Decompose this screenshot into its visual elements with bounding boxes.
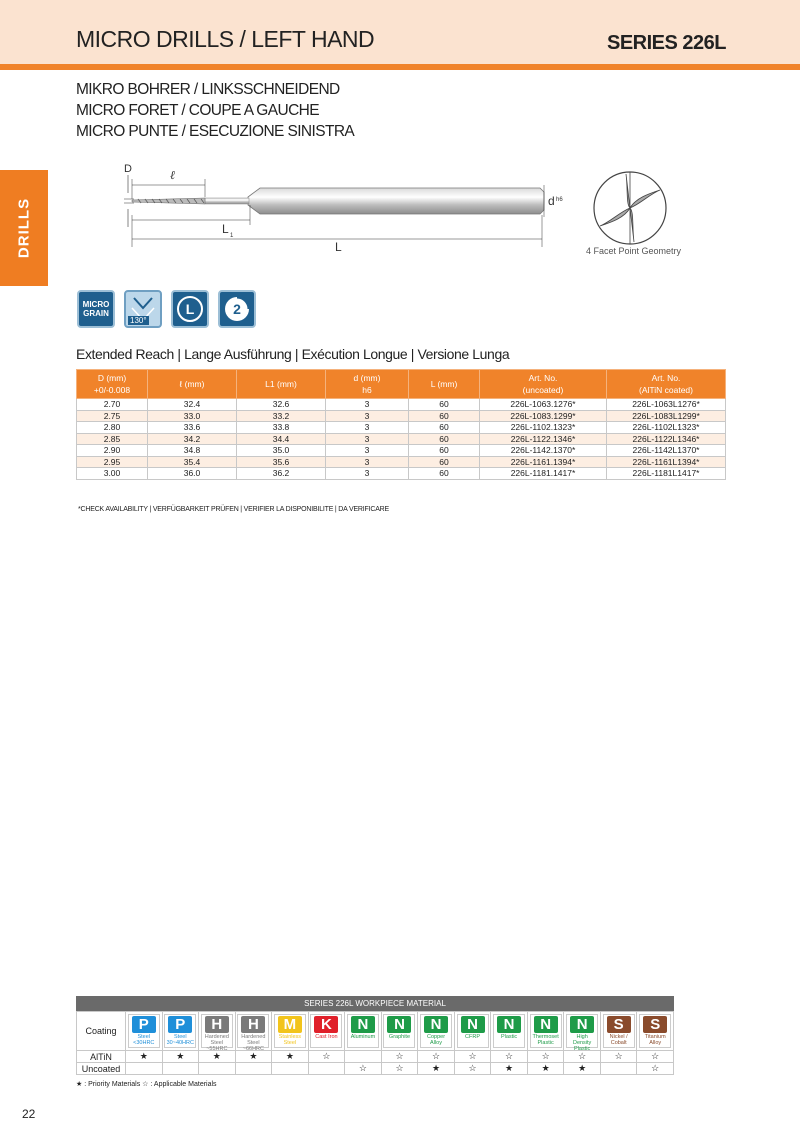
material-badge: [566, 1014, 598, 1052]
table-cell: 2.75: [77, 410, 148, 422]
table-cell: 32.6: [237, 399, 326, 411]
table-cell: 60: [409, 422, 480, 434]
table-cell: 34.8: [148, 445, 237, 457]
material-label: CFRP: [465, 1034, 481, 1040]
table-cell: 3: [326, 399, 409, 411]
material-label: Hardened Steel ~66HRC: [241, 1034, 266, 1052]
material-label: Titanium Alloy: [644, 1034, 666, 1046]
material-badge: [383, 1014, 415, 1048]
point-geometry-icon: [590, 170, 670, 246]
table-cell: 33.2: [237, 410, 326, 422]
material-badge: [347, 1014, 379, 1048]
table-cell: 2.90: [77, 445, 148, 457]
table-cell: 2.80: [77, 422, 148, 434]
label-L: L: [335, 240, 342, 254]
page-number: 22: [22, 1107, 36, 1121]
col-l: ℓ (mm): [148, 370, 237, 399]
uncoated-rating: ★: [491, 1063, 528, 1075]
table-cell: 35.6: [237, 456, 326, 468]
table-row: [77, 445, 726, 457]
workpiece-title: SERIES 226L WORKPIECE MATERIAL: [76, 996, 674, 1011]
material-badge-cell: [235, 1012, 272, 1051]
material-letter: N: [570, 1016, 594, 1033]
geometry-label: 4 Facet Point Geometry: [586, 246, 682, 256]
uncoated-rating: [162, 1063, 199, 1075]
table-cell: 60: [409, 399, 480, 411]
table-cell: 35.4: [148, 456, 237, 468]
uncoated-rating: [308, 1063, 345, 1075]
material-badge: [164, 1014, 196, 1048]
series-label: SERIES 226L: [606, 32, 726, 54]
uncoated-rating: ☆: [637, 1063, 674, 1075]
table-cell: 36.0: [148, 468, 237, 480]
material-label: Steel <30HRC: [133, 1034, 155, 1046]
col-L1: L1 (mm): [237, 370, 326, 399]
uncoated-rating: ☆: [381, 1063, 418, 1075]
label-d-sup: h6: [556, 197, 563, 203]
material-label: Stainless Steel: [278, 1034, 302, 1046]
material-label: High Density Plastic: [572, 1034, 592, 1052]
material-label: Plastic: [500, 1034, 518, 1040]
table-cell: 36.2: [237, 468, 326, 480]
material-letter: N: [424, 1016, 448, 1033]
uncoated-rating: [126, 1063, 163, 1075]
length-icon: [171, 290, 209, 328]
table-cell: 3.00: [77, 468, 148, 480]
material-label: Cast Iron: [315, 1034, 338, 1040]
table-cell: 226L-1142.1370*: [480, 445, 607, 457]
flutes-icon-number: 2: [233, 301, 241, 317]
material-badge: [493, 1014, 525, 1048]
table-cell: 60: [409, 456, 480, 468]
label-D: D: [124, 163, 132, 175]
side-tab-drills[interactable]: [0, 170, 48, 286]
table-cell: 226L-1161.1394*: [480, 456, 607, 468]
row-label-coating: Coating: [77, 1012, 126, 1051]
col-art-coated: Art. No. (AlTiN coated): [607, 370, 726, 399]
material-badge: [310, 1014, 342, 1048]
point-angle-icon: [124, 290, 162, 328]
header-rule: [0, 64, 800, 70]
material-badge-cell: [162, 1012, 199, 1051]
col-d: d (mm) h6: [326, 370, 409, 399]
material-badge-cell: [637, 1012, 674, 1051]
material-label: Aluminum: [350, 1034, 376, 1040]
spec-table-header: [77, 370, 726, 399]
material-letter: K: [314, 1016, 338, 1033]
table-row: [77, 399, 726, 411]
material-badge: [639, 1014, 671, 1048]
table-cell: 2.95: [77, 456, 148, 468]
table-cell: 226L-1122L1346*: [607, 433, 726, 445]
table-cell: 34.2: [148, 433, 237, 445]
table-cell: 3: [326, 445, 409, 457]
table-cell: 3: [326, 433, 409, 445]
table-cell: 33.6: [148, 422, 237, 434]
material-badge-cell: [454, 1012, 491, 1051]
table-cell: 226L-1142L1370*: [607, 445, 726, 457]
uncoated-rating: [272, 1063, 309, 1075]
col-D: D (mm) +0/-0.008: [77, 370, 148, 399]
material-badge-cell: [272, 1012, 309, 1051]
material-label: Hardened Steel ~55HRC: [204, 1034, 229, 1052]
material-badge: [603, 1014, 635, 1048]
material-letter: P: [168, 1016, 192, 1033]
material-badge: [530, 1014, 562, 1048]
uncoated-rating: ☆: [345, 1063, 382, 1075]
table-cell: 226L-1102L1323*: [607, 422, 726, 434]
altin-rating: ☆: [454, 1051, 491, 1063]
material-letter: P: [132, 1016, 156, 1033]
table-cell: 226L-1063L1276*: [607, 399, 726, 411]
material-letter: S: [607, 1016, 631, 1033]
flutes-icon: [218, 290, 256, 328]
table-cell: 226L-1063.1276*: [480, 399, 607, 411]
material-badge-cell: [527, 1012, 564, 1051]
drill-drawing: [110, 155, 580, 255]
material-label: Nickel / Cobalt: [609, 1034, 628, 1046]
material-badge: [457, 1014, 489, 1048]
material-letter: N: [387, 1016, 411, 1033]
material-badge-cell: [199, 1012, 236, 1051]
table-cell: 3: [326, 468, 409, 480]
altin-rating: ★: [199, 1051, 236, 1063]
subtitle-it: MICRO PUNTE / ESECUZIONE SINISTRA: [76, 123, 355, 140]
table-row: [77, 433, 726, 445]
altin-rating: ★: [126, 1051, 163, 1063]
uncoated-rating: ☆: [454, 1063, 491, 1075]
material-badge-cell: [345, 1012, 382, 1051]
material-badge: [420, 1014, 452, 1048]
table-cell: 35.0: [237, 445, 326, 457]
label-L1-sub: 1: [230, 233, 234, 239]
table-cell: 60: [409, 468, 480, 480]
col-art-uncoated: Art. No. (uncoated): [480, 370, 607, 399]
table-cell: 33.8: [237, 422, 326, 434]
material-letter: H: [241, 1016, 265, 1033]
uncoated-rating: [600, 1063, 637, 1075]
material-badge-cell: [600, 1012, 637, 1051]
feature-icons: [77, 290, 256, 328]
table-cell: 60: [409, 445, 480, 457]
label-l: ℓ: [170, 168, 175, 182]
material-label: Graphite: [388, 1034, 411, 1040]
table-cell: 226L-1181L1417*: [607, 468, 726, 480]
table-cell: 32.4: [148, 399, 237, 411]
table-row: [77, 468, 726, 480]
material-badge-cell: [418, 1012, 455, 1051]
table-cell: 226L-1122.1346*: [480, 433, 607, 445]
label-L1: L: [222, 222, 229, 236]
material-label: Steel 30~40HRC: [166, 1034, 194, 1046]
table-row: [77, 422, 726, 434]
material-badge-cell: [308, 1012, 345, 1051]
micro-grain-line1: MICRO: [82, 300, 110, 309]
table-cell: 226L-1083.1299*: [480, 410, 607, 422]
section-title: Extended Reach | Lange Ausführung | Exécution Longue | Versione Lunga: [76, 346, 510, 362]
table-row: [77, 410, 726, 422]
side-tab-label: DRILLS: [15, 197, 33, 259]
material-badge: [201, 1014, 233, 1052]
table-cell: 226L-1102.1323*: [480, 422, 607, 434]
material-label: Copper Alloy: [426, 1034, 446, 1046]
availability-note: *CHECK AVAILABILITY | VERFÜGBARKEIT PRÜFEN | VERIFIER LA DISPONIBILITE | DA VERIFICARE: [78, 506, 389, 513]
material-badge-cell: [126, 1012, 163, 1051]
altin-rating: [345, 1051, 382, 1063]
material-letter: N: [497, 1016, 521, 1033]
spec-table: [76, 369, 726, 480]
material-letter: S: [643, 1016, 667, 1033]
altin-rating: ☆: [600, 1051, 637, 1063]
altin-rating: ☆: [308, 1051, 345, 1063]
material-letter: N: [534, 1016, 558, 1033]
material-letter: M: [278, 1016, 302, 1033]
material-letter: N: [351, 1016, 375, 1033]
altin-rating: ☆: [564, 1051, 601, 1063]
altin-rating: ★: [162, 1051, 199, 1063]
row-label-altin: AlTiN: [77, 1051, 126, 1063]
micro-grain-line2: GRAIN: [83, 309, 109, 318]
row-label-uncoated: Uncoated: [77, 1063, 126, 1075]
table-cell: 226L-1083L1299*: [607, 410, 726, 422]
label-d: d: [548, 194, 555, 208]
page-title: MICRO DRILLS / LEFT HAND: [76, 26, 375, 52]
altin-rating: ☆: [418, 1051, 455, 1063]
altin-rating: ★: [272, 1051, 309, 1063]
table-cell: 3: [326, 456, 409, 468]
workpiece-table: [76, 1011, 674, 1075]
uncoated-rating: ★: [418, 1063, 455, 1075]
uncoated-rating: [235, 1063, 272, 1075]
table-cell: 3: [326, 410, 409, 422]
table-cell: 60: [409, 433, 480, 445]
table-cell: 226L-1161L1394*: [607, 456, 726, 468]
altin-rating: ☆: [527, 1051, 564, 1063]
micro-grain-icon: [77, 290, 115, 328]
material-badge-cell: [491, 1012, 528, 1051]
table-cell: 2.70: [77, 399, 148, 411]
table-cell: 33.0: [148, 410, 237, 422]
material-badge-cell: [381, 1012, 418, 1051]
legend: ★ : Priority Materials ☆ : Applicable Materials: [76, 1081, 217, 1088]
table-row: [77, 456, 726, 468]
table-cell: 226L-1181.1417*: [480, 468, 607, 480]
altin-rating: ☆: [637, 1051, 674, 1063]
material-label: Thermoset Plastic: [532, 1034, 559, 1046]
table-cell: 2.85: [77, 433, 148, 445]
subtitle-fr: MICRO FORET / COUPE A GAUCHE: [76, 102, 320, 119]
material-badge: [274, 1014, 306, 1048]
material-badge-cell: [564, 1012, 601, 1051]
altin-rating: ☆: [381, 1051, 418, 1063]
material-badge: [237, 1014, 269, 1052]
table-cell: 3: [326, 422, 409, 434]
col-L: L (mm): [409, 370, 480, 399]
uncoated-rating: ★: [527, 1063, 564, 1075]
subtitle-de: MIKRO BOHRER / LINKSSCHNEIDEND: [76, 81, 340, 98]
table-cell: 34.4: [237, 433, 326, 445]
material-letter: N: [461, 1016, 485, 1033]
altin-rating: ★: [235, 1051, 272, 1063]
point-angle-value: 130°: [130, 316, 147, 325]
uncoated-rating: [199, 1063, 236, 1075]
table-cell: 60: [409, 410, 480, 422]
altin-rating: ☆: [491, 1051, 528, 1063]
length-icon-letter: L: [185, 301, 195, 317]
material-letter: H: [205, 1016, 229, 1033]
material-badge: [128, 1014, 160, 1048]
uncoated-rating: ★: [564, 1063, 601, 1075]
workpiece-material-panel: [76, 996, 674, 1075]
